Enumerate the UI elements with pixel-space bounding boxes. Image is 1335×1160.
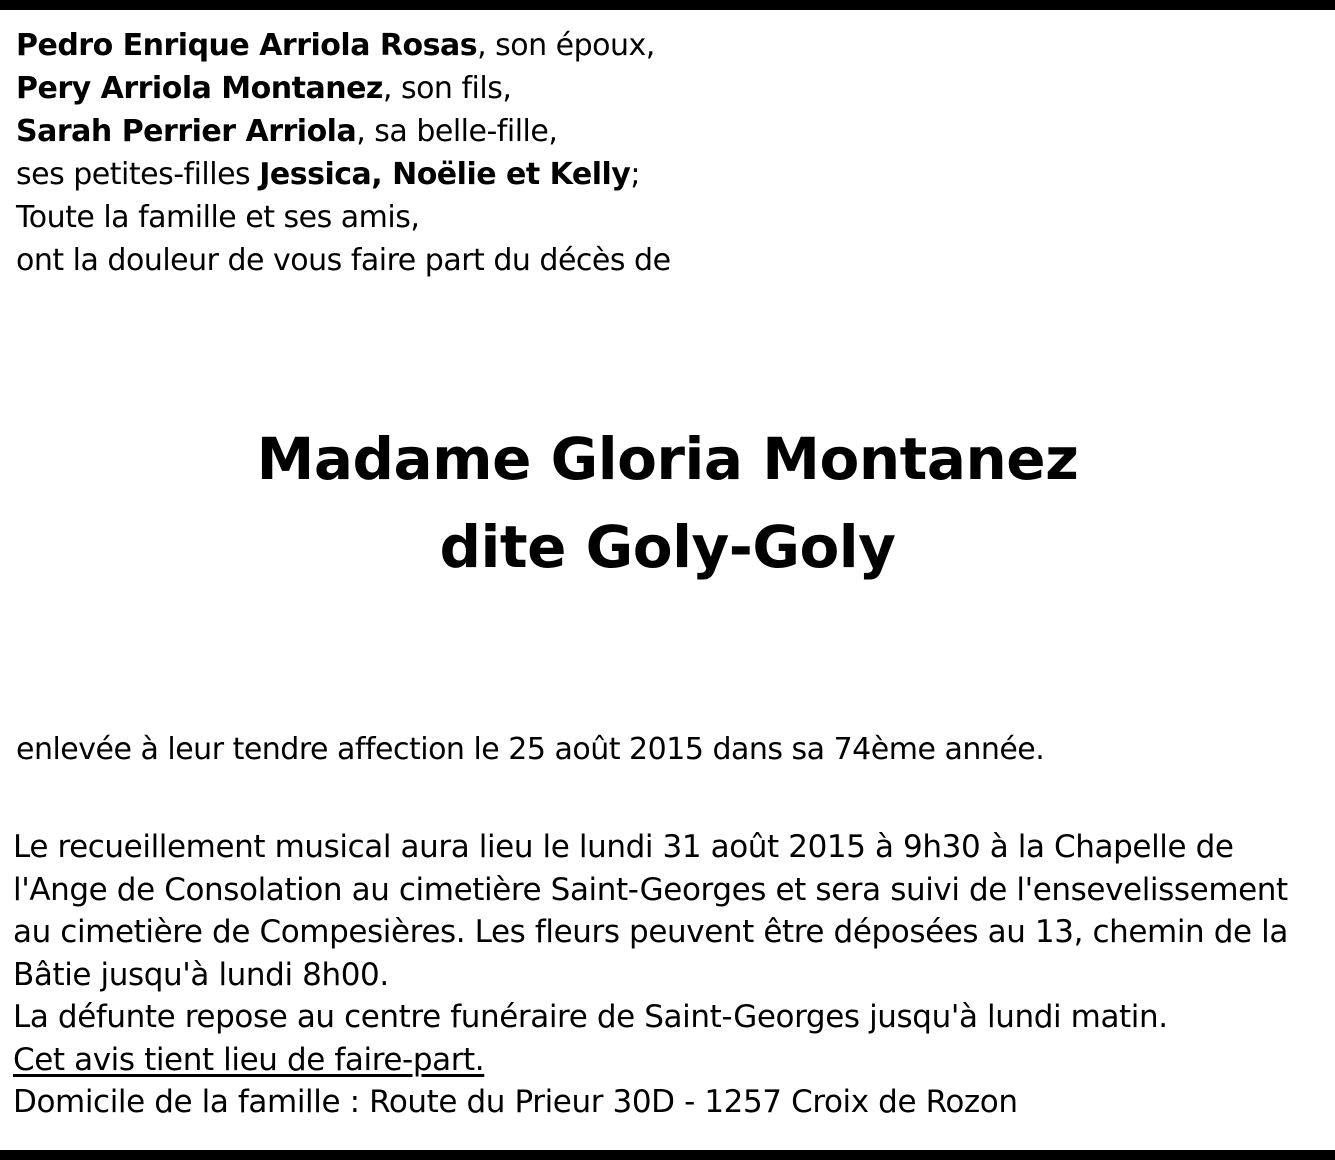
details-line: Le recueillement musical aura lieu le lundi 31 août 2015 à 9h30 à la Chapelle de xyxy=(13,829,1234,865)
details-line: l'Ange de Consolation au cimetière Saint-Georges et sera suivi de l'ensevelissement xyxy=(13,871,1288,908)
mourner-line xyxy=(16,153,671,196)
ceremony-details xyxy=(13,826,1323,1124)
mourner-line xyxy=(16,24,671,67)
mourner-prefix: ses petites-filles xyxy=(16,157,260,192)
family-line: Toute la famille et ses amis, xyxy=(16,200,420,235)
family-address: Domicile de la famille : Route du Prieur 30D - 1257 Croix de Rozon xyxy=(13,1084,1018,1120)
details-line: au cimetière de Compesières. Les fleurs peuvent être déposées au 13, chemin de la xyxy=(13,914,1288,950)
mourner-relation: , son fils, xyxy=(382,71,512,106)
deceased-name-block xyxy=(0,415,1335,591)
details-line: La défunte repose au centre funéraire de Saint-Georges jusqu'à lundi matin. xyxy=(13,999,1168,1035)
bottom-border-rule xyxy=(0,1150,1335,1160)
mourner-name: Pery Arriola Montanez xyxy=(16,71,383,106)
mourners-block xyxy=(16,24,671,282)
mourner-relation: , son époux, xyxy=(477,28,655,63)
deceased-nickname: dite Goly-Goly xyxy=(439,513,896,581)
mourner-line xyxy=(16,110,671,153)
mourner-line xyxy=(16,67,671,110)
passing-line: enlevée à leur tendre affection le 25 août 2015 dans sa 74ème année. xyxy=(16,732,1045,767)
deceased-name: Madame Gloria Montanez xyxy=(256,425,1079,493)
details-line: Bâtie jusqu'à lundi 8h00. xyxy=(13,956,389,993)
notice-line: Cet avis tient lieu de faire-part. xyxy=(13,1041,485,1078)
mourner-name: Pedro Enrique Arriola Rosas xyxy=(16,28,478,63)
mourner-name: Jessica, Noëlie et Kelly xyxy=(259,157,631,192)
mourner-relation: ; xyxy=(630,157,640,192)
mourner-name: Sarah Perrier Arriola xyxy=(16,114,357,149)
announcement-line: ont la douleur de vous faire part du décès de xyxy=(16,243,671,278)
mourner-relation: , sa belle-fille, xyxy=(356,114,558,149)
top-border-rule xyxy=(0,0,1335,10)
